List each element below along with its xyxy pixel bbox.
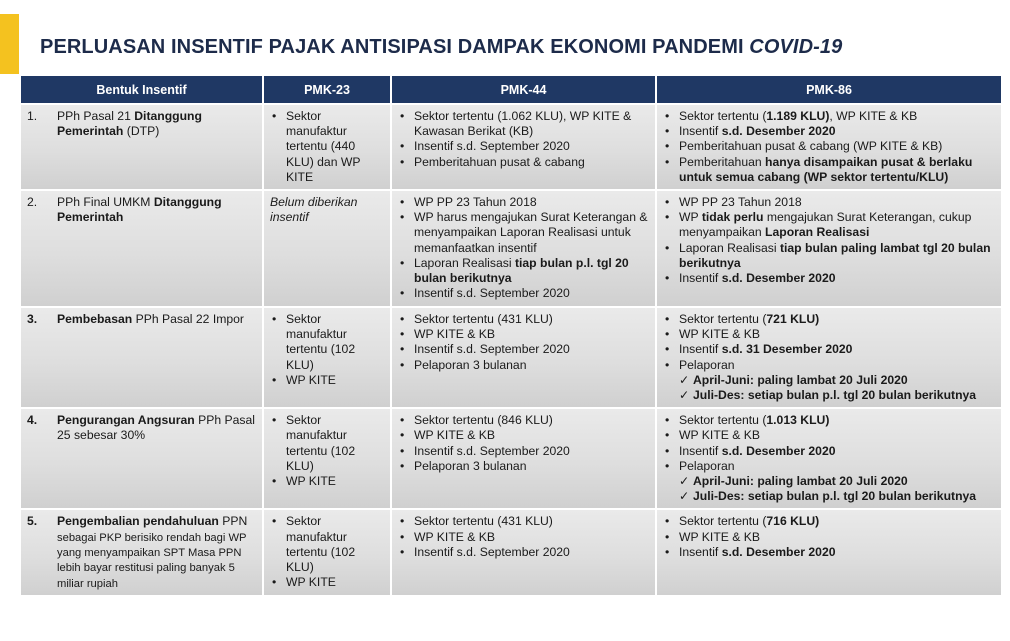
list-item: • Pelaporan: [663, 358, 995, 373]
list-item: • Insentif s.d. September 2020: [398, 342, 649, 357]
accent-bar: [0, 14, 19, 74]
row-number: 5.: [27, 514, 38, 529]
pmk23-cell: [263, 408, 391, 509]
pmk44-cell: [391, 307, 656, 408]
list-item: • Sektor tertentu (846 KLU): [398, 413, 649, 428]
list-item: • Insentif s.d. September 2020: [398, 444, 649, 459]
form-text: Pembebasan PPh Pasal 22 Impor: [57, 312, 244, 327]
list-item: • Laporan Realisasi tiap bulan paling lambat tgl 20 bulan berikutnya: [663, 241, 995, 271]
no-incentive-note: Belum diberikan insentif: [270, 195, 358, 225]
list-item: • Sektor tertentu (721 KLU): [663, 312, 995, 327]
list-item: • Insentif s.d. Desember 2020: [663, 444, 995, 459]
list-item: • Sektor manufaktur tertentu (102 KLU): [270, 514, 384, 575]
form-text: Pengurangan Angsuran PPh Pasal 25 sebesar 30%: [57, 413, 255, 443]
table-row: [21, 408, 1001, 509]
pmk86-cell: [656, 307, 1001, 408]
form-text: Pengembalian pendahuluan PPN sebagai PKP berisiko rendah bagi WP yang menyampaikan SPT Masa PPN lebih bayar restitusi paling banyak 5 miliar rupiah: [57, 514, 248, 590]
list-item: • Sektor tertentu (1.189 KLU), WP KITE & KB: [663, 109, 995, 124]
list-item: • WP harus mengajukan Surat Keterangan & menyampaikan Laporan Realisasi untuk memanfaatkan insentif: [398, 210, 649, 256]
pmk23-cell: [263, 307, 391, 408]
check-item: ✓ Juli-Des: setiap bulan p.l. tgl 20 bulan berikutnya: [679, 388, 977, 403]
list-item: • WP KITE: [270, 575, 384, 590]
row-number: 4.: [27, 413, 38, 428]
list-item: • WP KITE & KB: [398, 428, 649, 443]
row-number: 3.: [27, 312, 38, 327]
list-item: • WP KITE & KB: [398, 530, 649, 545]
list-item: • Sektor manufaktur tertentu (440 KLU) dan WP KITE: [270, 109, 384, 185]
check-icon: ✓: [679, 388, 690, 403]
table-row: [21, 509, 1001, 595]
check-item: ✓ April-Juni: paling lambat 20 Juli 2020: [679, 474, 908, 489]
list-item: • Sektor tertentu (1.013 KLU): [663, 413, 995, 428]
list-item: • Pemberitahuan pusat & cabang (WP KITE & KB): [663, 139, 995, 154]
form-cell: [21, 190, 263, 307]
list-item: • Pemberitahuan hanya disampaikan pusat & berlaku untuk semua cabang (WP sektor tertentu/KLU): [663, 155, 995, 185]
list-item: • Insentif s.d. September 2020: [398, 139, 649, 154]
list-item: • Sektor tertentu (431 KLU): [398, 312, 649, 327]
pmk23-cell: [263, 104, 391, 190]
pmk44-cell: [391, 190, 656, 307]
list-item: • Insentif s.d. September 2020: [398, 286, 649, 301]
row-number: 2.: [27, 195, 38, 210]
list-item: • Laporan Realisasi tiap bulan p.l. tgl 20 bulan berikutnya: [398, 256, 649, 286]
check-icon: ✓: [679, 372, 690, 387]
pmk86-cell: [656, 509, 1001, 595]
form-cell: [21, 408, 263, 509]
table-header: [21, 76, 1001, 104]
list-item: • Insentif s.d. 31 Desember 2020: [663, 342, 995, 357]
list-item: • WP PP 23 Tahun 2018: [663, 195, 995, 210]
list-item: • Sektor tertentu (431 KLU): [398, 514, 649, 529]
list-item: • WP KITE: [270, 373, 384, 388]
table-row: [21, 104, 1001, 190]
list-item: • WP PP 23 Tahun 2018: [398, 195, 649, 210]
form-cell: [21, 104, 263, 190]
form-cell: [21, 509, 263, 595]
list-item: • Insentif s.d. Desember 2020: [663, 124, 995, 139]
pmk44-cell: [391, 408, 656, 509]
page-title: PERLUASAN INSENTIF PAJAK ANTISIPASI DAMPAK EKONOMI PANDEMI COVID-19: [40, 36, 843, 58]
list-item: • Sektor manufaktur tertentu (102 KLU): [270, 312, 384, 373]
list-item: • WP tidak perlu mengajukan Surat Keterangan, cukup menyampaikan Laporan Realisasi: [663, 210, 995, 240]
list-item: • Sektor manufaktur tertentu (102 KLU): [270, 413, 384, 474]
list-item: • Sektor tertentu (1.062 KLU), WP KITE & Kawasan Berikat (KB): [398, 109, 649, 139]
list-item: • WP KITE & KB: [663, 428, 995, 443]
header-pmk-44: PMK-44: [391, 76, 656, 104]
pmk86-cell: [656, 408, 1001, 509]
pmk86-cell: [656, 190, 1001, 307]
check-item: ✓ Juli-Des: setiap bulan p.l. tgl 20 bulan berikutnya: [679, 489, 977, 504]
pmk23-cell: [263, 190, 391, 307]
form-text: PPh Final UMKM Ditanggung Pemerintah: [57, 195, 222, 225]
pmk86-cell: [656, 104, 1001, 190]
check-icon: ✓: [679, 474, 690, 489]
table-row: [21, 307, 1001, 408]
header-bentuk-insentif: Bentuk Insentif: [21, 76, 263, 104]
list-item: • Pelaporan 3 bulanan: [398, 358, 649, 373]
list-item: • Pemberitahuan pusat & cabang: [398, 155, 649, 170]
incentive-table: [21, 76, 1001, 595]
pmk44-cell: [391, 509, 656, 595]
list-item: • Insentif s.d. September 2020: [398, 545, 649, 560]
form-cell: [21, 307, 263, 408]
pmk23-cell: [263, 509, 391, 595]
list-item: • WP KITE & KB: [398, 327, 649, 342]
header-pmk-23: PMK-23: [263, 76, 391, 104]
list-item: • WP KITE & KB: [663, 530, 995, 545]
pmk44-cell: [391, 104, 656, 190]
list-item: • Insentif s.d. Desember 2020: [663, 545, 995, 560]
form-text: PPh Pasal 21 Ditanggung Pemerintah (DTP): [57, 109, 202, 139]
list-item: • Pelaporan 3 bulanan: [398, 459, 649, 474]
list-item: • WP KITE & KB: [663, 327, 995, 342]
check-icon: ✓: [679, 489, 690, 504]
list-item: • WP KITE: [270, 474, 384, 489]
list-item: • Pelaporan: [663, 459, 995, 474]
check-item: ✓ April-Juni: paling lambat 20 Juli 2020: [679, 372, 908, 387]
list-item: • Insentif s.d. Desember 2020: [663, 271, 995, 286]
header-pmk-86: PMK-86: [656, 76, 1001, 104]
list-item: • Sektor tertentu (716 KLU): [663, 514, 995, 529]
row-number: 1.: [27, 109, 38, 123]
table-row: [21, 190, 1001, 307]
